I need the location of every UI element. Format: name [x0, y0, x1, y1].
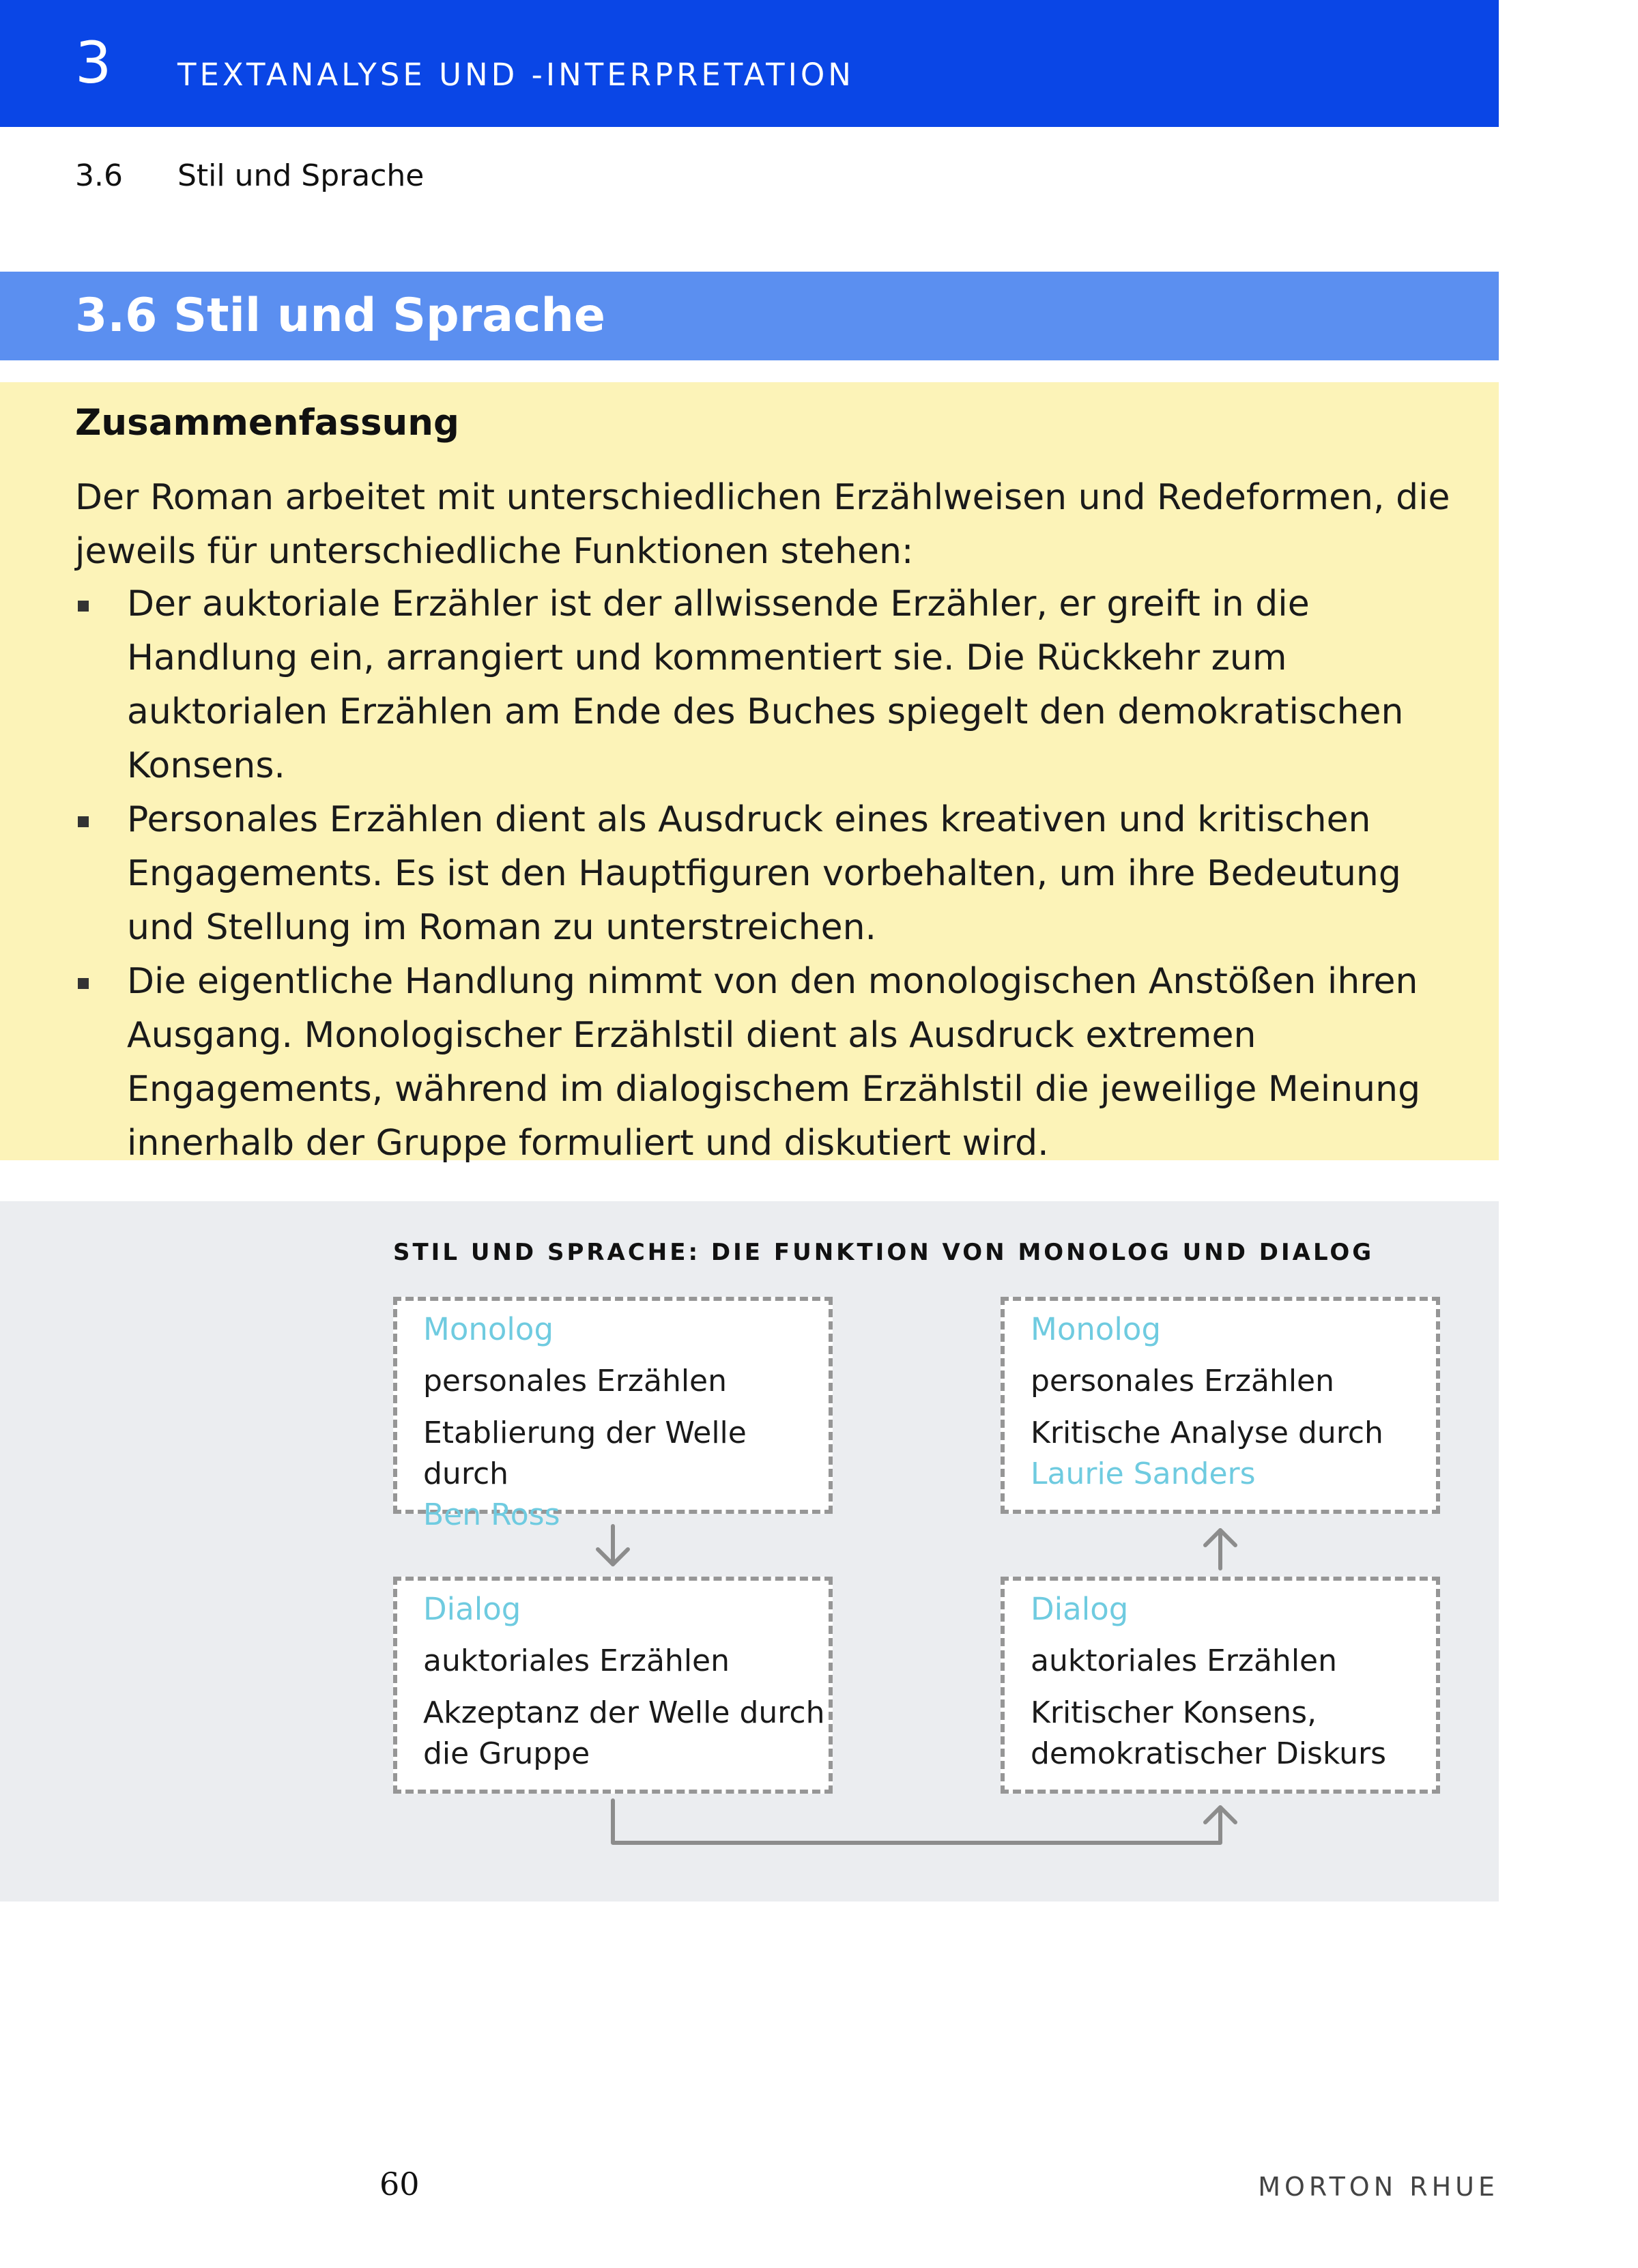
box-title: Monolog [1031, 1311, 1162, 1347]
box-accent-name: Ben Ross [423, 1497, 560, 1532]
summary-intro: Der Roman arbeitet mit unterschiedlichen Erzählweisen und Redeformen, die jeweils für unterschiedliche Funktionen stehen: [75, 477, 1450, 572]
page-number: 60 [379, 2166, 420, 2202]
box-description-continued: die Gruppe [423, 1736, 590, 1771]
list-item [75, 955, 1474, 1171]
box-accent-name: Laurie Sanders [1031, 1456, 1256, 1491]
box-line: auktoriales Erzählen [1031, 1643, 1338, 1678]
monolog-box-ben-ross [393, 1297, 833, 1532]
box-description-continued: demokratischer Diskurs [1031, 1736, 1386, 1771]
section-title-bar [0, 272, 1499, 360]
breadcrumb-title: Stil und Sprache [177, 158, 425, 193]
breadcrumb [75, 156, 424, 197]
box-description: Kritischer Konsens, [1031, 1695, 1317, 1730]
list-item-text: Die eigentliche Handlung nimmt von den monologischen Anstößen ihren Ausgang. Monologischer Erzählstil dient als Ausdruck extremen Engagements, während im dialogischem Erzählstil die jeweilige Meinung innerhalb der Gruppe formuliert und diskutiert wird. [127, 961, 1421, 1164]
list-item [75, 793, 1474, 955]
monolog-box-laurie-sanders [1001, 1297, 1440, 1514]
list-item-text: Der auktoriale Erzähler ist der allwissende Erzähler, er greift in die Handlung ein, arrangiert und kommentiert sie. Die Rückkehr zum auktorialen Erzählen am Ende des Buches spiegelt den demokratischen Konsens. [127, 584, 1404, 786]
chapter-number: 3 [75, 29, 112, 96]
dialog-box-acceptance [393, 1577, 833, 1794]
diagram [0, 1201, 1499, 1901]
summary-box [0, 382, 1499, 1164]
diagram-title: STIL UND SPRACHE: DIE FUNKTION VON MONOLOG UND DIALOG [393, 1239, 1375, 1266]
box-title: Monolog [423, 1311, 554, 1347]
chapter-header [0, 0, 1499, 127]
box-title: Dialog [1031, 1591, 1129, 1627]
square-bullet-icon [78, 978, 89, 989]
section-title: 3.6 Stil und Sprache [75, 289, 605, 343]
summary-list [75, 577, 1474, 1171]
box-description: Akzeptanz der Welle durch [423, 1695, 825, 1730]
summary-heading: Zusammenfassung [75, 402, 459, 444]
loop-connector-icon [613, 1800, 1235, 1843]
list-item-text: Personales Erzählen dient als Ausdruck eines kreativen und kritischen Engagements. Es ist den Hauptfiguren vorbehalten, um ihre Bedeutung und Stellung im Roman zu unterstreichen. [127, 799, 1401, 948]
box-line: personales Erzählen [423, 1364, 728, 1398]
box-title: Dialog [423, 1591, 521, 1627]
box-description: Etablierung der Welle durch [423, 1416, 747, 1491]
square-bullet-icon [78, 601, 89, 612]
arrow-up-icon [1205, 1530, 1235, 1568]
square-bullet-icon [78, 816, 89, 827]
breadcrumb-number: 3.6 [75, 158, 123, 193]
footer-author: MORTON RHUE [1258, 2172, 1499, 2202]
box-line: auktoriales Erzählen [423, 1643, 730, 1678]
box-description: Kritische Analyse durch [1031, 1416, 1383, 1450]
box-line: personales Erzählen [1031, 1364, 1335, 1398]
chapter-title: TEXTANALYSE UND -INTERPRETATION [177, 57, 854, 93]
list-item [75, 577, 1474, 793]
dialog-box-consensus [1001, 1577, 1440, 1794]
